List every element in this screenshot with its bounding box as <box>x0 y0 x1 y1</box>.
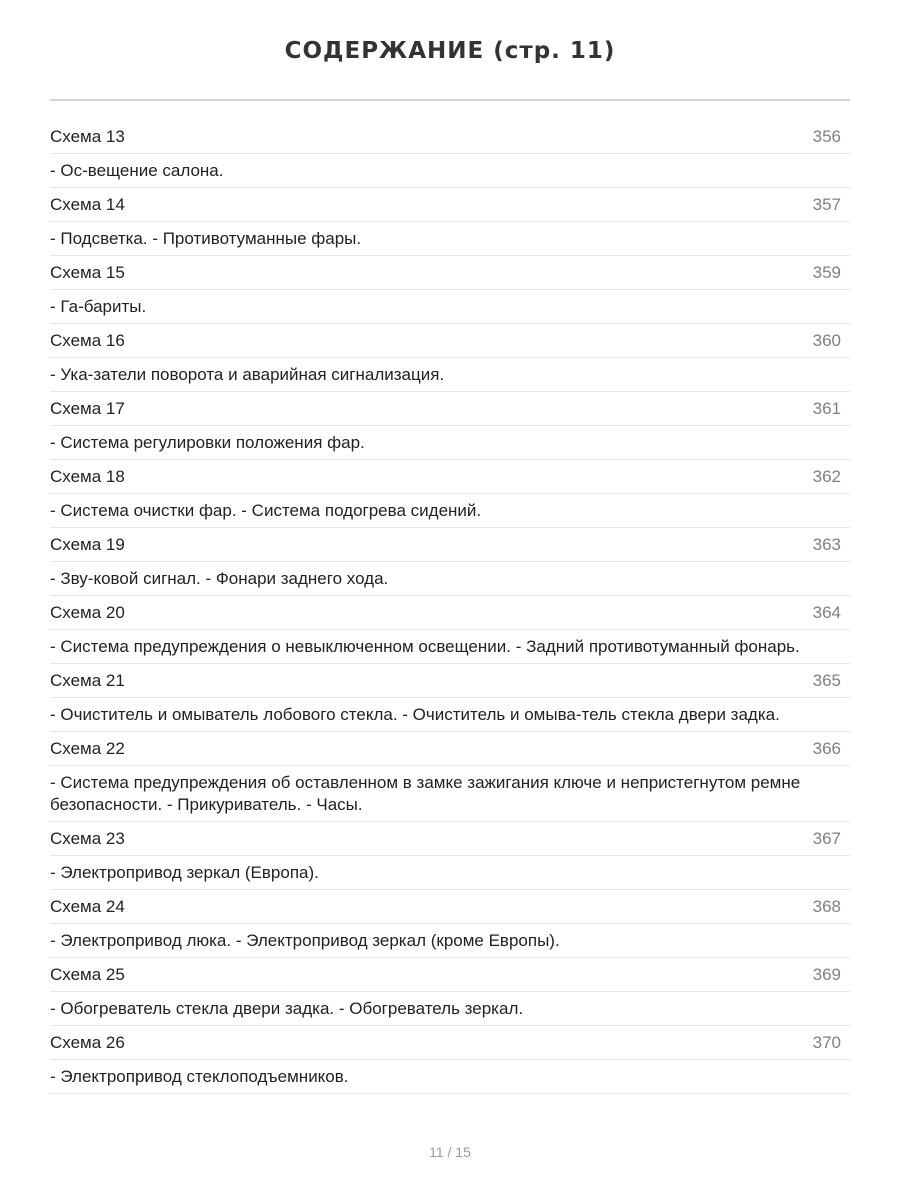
toc-entry-description-row <box>50 1060 850 1094</box>
schema-label: Схема 15 <box>50 262 125 282</box>
schema-label: Схема 19 <box>50 534 125 554</box>
toc-entry <box>50 528 850 596</box>
page-number: 366 <box>812 738 841 758</box>
schema-description: - Очиститель и омыватель лобового стекла. - Очиститель и омыва-тель стекла двери задка. <box>50 705 780 724</box>
title-divider <box>50 99 850 101</box>
schema-description: - Система предупреждения об оставленном в замке зажигания ключе и непристегнутом ремне безопасности. - Прикуриватель. - Часы. <box>50 773 801 814</box>
toc-entry-header[interactable] <box>50 392 850 426</box>
toc-entry <box>50 256 850 324</box>
schema-label: Схема 13 <box>50 126 125 146</box>
page-title: СОДЕРЖАНИЕ (стр. 11) <box>284 38 616 64</box>
toc-entry-header[interactable] <box>50 890 850 924</box>
toc-entry-description-row <box>50 494 850 528</box>
schema-description: - Ука-затели поворота и аварийная сигнализация. <box>50 365 445 384</box>
table-of-contents <box>50 120 850 1094</box>
page-number: 356 <box>812 126 841 146</box>
toc-entry-description-row <box>50 924 850 958</box>
page-number: 367 <box>812 828 841 848</box>
page-number: 357 <box>812 194 841 214</box>
toc-entry <box>50 324 850 392</box>
schema-description: - Зву-ковой сигнал. - Фонари заднего хода. <box>50 569 389 588</box>
toc-entry <box>50 460 850 528</box>
toc-entry-description-row <box>50 562 850 596</box>
toc-entry-description-row <box>50 856 850 890</box>
page-number: 361 <box>812 398 841 418</box>
schema-label: Схема 24 <box>50 896 125 916</box>
schema-label: Схема 23 <box>50 828 125 848</box>
toc-entry <box>50 822 850 890</box>
toc-entry <box>50 732 850 822</box>
toc-entry <box>50 392 850 460</box>
toc-entry-description-row <box>50 290 850 324</box>
toc-entry <box>50 188 850 256</box>
schema-description: - Ос-вещение салона. <box>50 161 224 180</box>
toc-entry <box>50 120 850 188</box>
page-number: 363 <box>812 534 841 554</box>
schema-description: - Электропривод зеркал (Европа). <box>50 863 319 882</box>
toc-entry-description-row <box>50 426 850 460</box>
toc-entry-header[interactable] <box>50 528 850 562</box>
page-number: 370 <box>812 1032 841 1052</box>
toc-entry-description-row <box>50 698 850 732</box>
toc-entry-description-row <box>50 154 850 188</box>
toc-entry <box>50 958 850 1026</box>
schema-label: Схема 25 <box>50 964 125 984</box>
toc-entry-header[interactable] <box>50 596 850 630</box>
toc-entry-header[interactable] <box>50 188 850 222</box>
schema-description: - Подсветка. - Противотуманные фары. <box>50 229 362 248</box>
schema-label: Схема 22 <box>50 738 125 758</box>
schema-description: - Электропривод стеклоподъемников. <box>50 1067 349 1086</box>
toc-entry <box>50 596 850 664</box>
toc-entry-header[interactable] <box>50 256 850 290</box>
toc-entry-description-row <box>50 992 850 1026</box>
schema-description: - Электропривод люка. - Электропривод зеркал (кроме Европы). <box>50 931 560 950</box>
schema-description: - Система предупреждения о невыключенном освещении. - Задний противотуманный фонарь. <box>50 637 800 656</box>
page-number: 360 <box>812 330 841 350</box>
toc-entry-description-row <box>50 630 850 664</box>
schema-description: - Обогреватель стекла двери задка. - Обогреватель зеркал. <box>50 999 524 1018</box>
toc-entry-description-row <box>50 766 850 822</box>
page-number: 364 <box>812 602 841 622</box>
schema-label: Схема 14 <box>50 194 125 214</box>
page-number: 368 <box>812 896 841 916</box>
schema-label: Схема 26 <box>50 1032 125 1052</box>
toc-entry <box>50 664 850 732</box>
toc-entry <box>50 890 850 958</box>
page-number: 362 <box>812 466 841 486</box>
page-number: 369 <box>812 964 841 984</box>
toc-entry-description-row <box>50 358 850 392</box>
schema-description: - Га-бариты. <box>50 297 147 316</box>
toc-entry-header[interactable] <box>50 120 850 154</box>
toc-entry-header[interactable] <box>50 732 850 766</box>
toc-entry-header[interactable] <box>50 1026 850 1060</box>
toc-entry-header[interactable] <box>50 664 850 698</box>
schema-label: Схема 17 <box>50 398 125 418</box>
schema-label: Схема 21 <box>50 670 125 690</box>
schema-label: Схема 20 <box>50 602 125 622</box>
toc-entry-description-row <box>50 222 850 256</box>
schema-description: - Система очистки фар. - Система подогрева сидений. <box>50 501 482 520</box>
schema-description: - Система регулировки положения фар. <box>50 433 365 452</box>
schema-label: Схема 18 <box>50 466 125 486</box>
toc-entry-header[interactable] <box>50 460 850 494</box>
toc-entry <box>50 1026 850 1094</box>
toc-entry-header[interactable] <box>50 324 850 358</box>
toc-entry-header[interactable] <box>50 958 850 992</box>
schema-label: Схема 16 <box>50 330 125 350</box>
page-number: 359 <box>812 262 841 282</box>
page-indicator: 11 / 15 <box>429 1144 471 1160</box>
toc-entry-header[interactable] <box>50 822 850 856</box>
page-number: 365 <box>812 670 841 690</box>
